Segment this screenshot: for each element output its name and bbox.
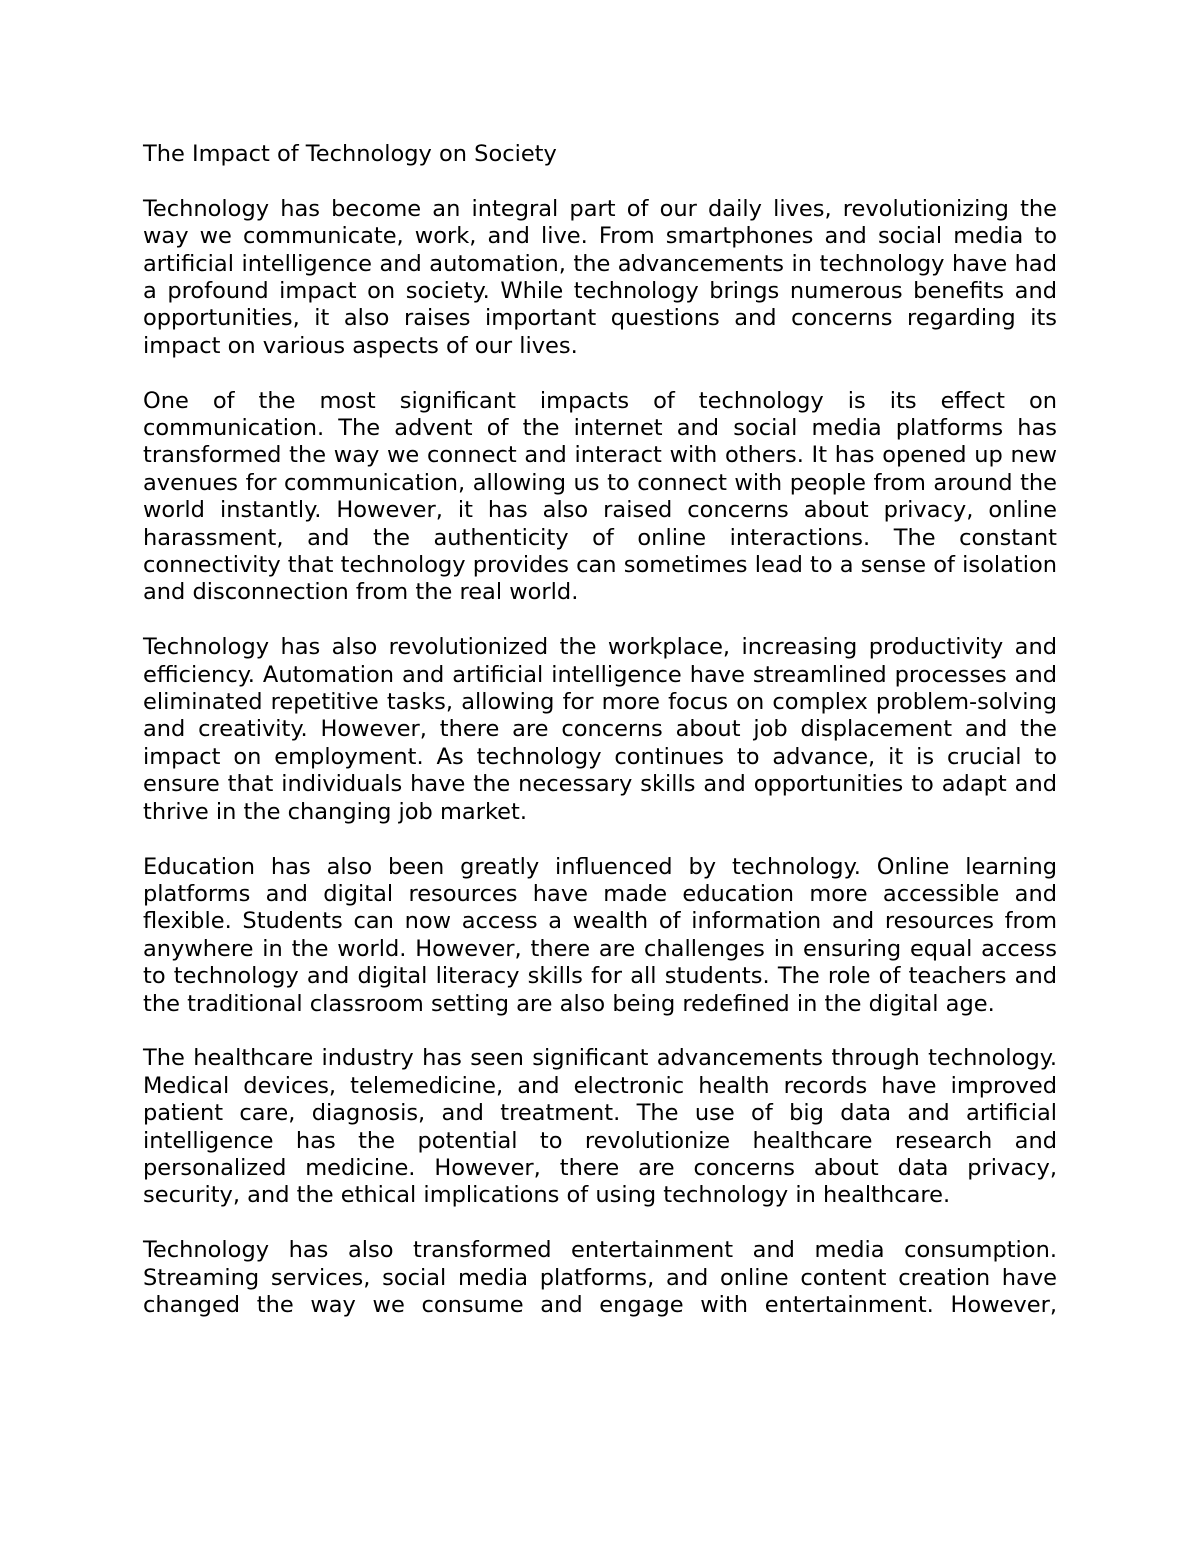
document-title: The Impact of Technology on Society bbox=[143, 141, 557, 167]
paragraph-communication: One of the most significant impacts of technology is its effect on communication. The advent of the internet and social media platforms has transformed the way we connect and interact with others. It has opened up new avenues for communication, allowing us to connect with people from around the world instantly. However, it has also raised concerns about privacy, online harassment, and the authenticity of online interactions. The constant connectivity that technology provides can sometimes lead to a sense of isolation and disconnection from the real world. bbox=[143, 387, 1057, 606]
document-body bbox=[143, 141, 1057, 1319]
paragraph-workplace: Technology has also revolutionized the workplace, increasing productivity and efficiency. Automation and artificial intelligence have streamlined processes and eliminated repetitive tasks, allowing for more focus on complex problem-solving and creativity. However, there are concerns about job displacement and the impact on employment. As technology continues to advance, it is crucial to ensure that individuals have the necessary skills and opportunities to adapt and thrive in the changing job market. bbox=[143, 634, 1057, 825]
paragraph-intro: Technology has become an integral part of our daily lives, revolutionizing the way we communicate, work, and live. From smartphones and social media to artificial intelligence and automation, the advancements in technology have had a profound impact on society. While technology brings numerous benefits and opportunities, it also raises important questions and concerns regarding its impact on various aspects of our lives. bbox=[143, 195, 1057, 359]
paragraph-healthcare: The healthcare industry has seen significant advancements through technology. Medical devices, telemedicine, and electronic health records have improved patient care, diagnosis, and treatment. The use of big data and artificial intelligence has the potential to revolutionize healthcare research and personalized medicine. However, there are concerns about data privacy, security, and the ethical implications of using technology in healthcare. bbox=[143, 1045, 1057, 1209]
paragraph-entertainment: Technology has also transformed entertainment and media consumption. Streaming services, social media platforms, and online content creation have changed the way we consume and engage with entertainment. However, bbox=[143, 1237, 1057, 1318]
paragraph-education: Education has also been greatly influenced by technology. Online learning platforms and digital resources have made education more accessible and flexible. Students can now access a wealth of information and resources from anywhere in the world. However, there are challenges in ensuring equal access to technology and digital literacy skills for all students. The role of teachers and the traditional classroom setting are also being redefined in the digital age. bbox=[143, 853, 1057, 1017]
